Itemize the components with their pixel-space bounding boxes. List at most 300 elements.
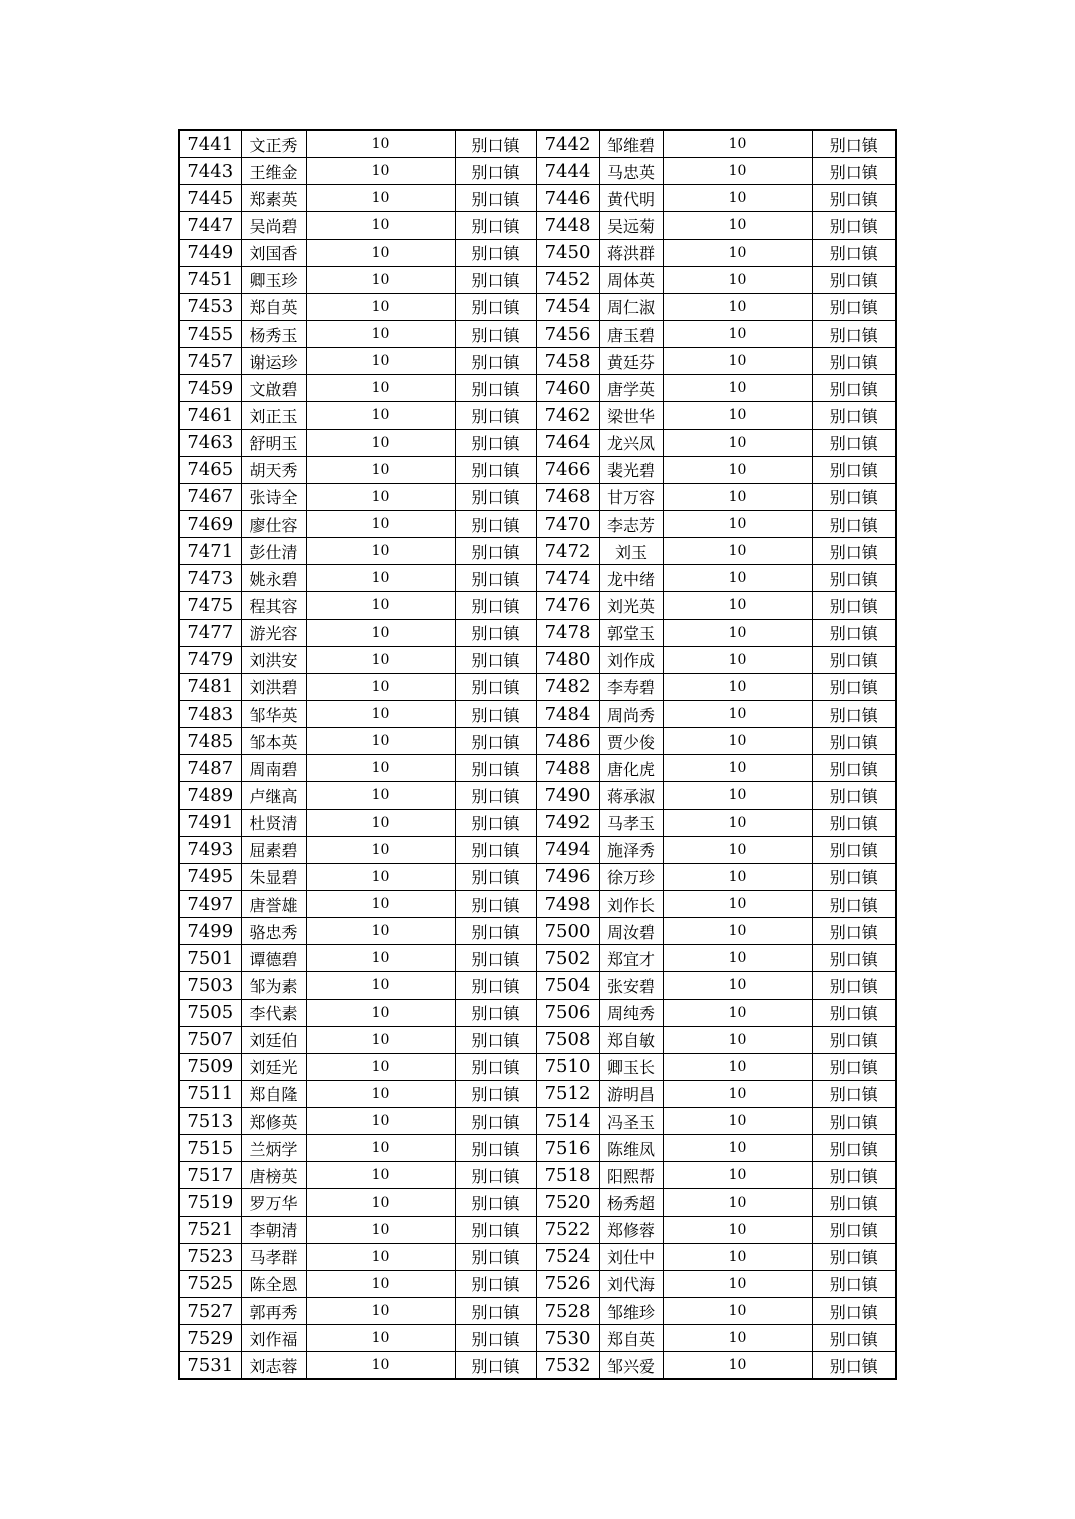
left-record-id-cell: 7447 [179, 212, 241, 239]
left-record-id-cell: 7457 [179, 348, 241, 375]
table-row [179, 375, 896, 402]
left-amount-cell: 10 [306, 185, 455, 212]
right-person-name-cell: 李志芳 [599, 510, 663, 537]
left-person-name-cell: 李朝清 [241, 1216, 306, 1243]
left-town-cell: 别口镇 [455, 130, 536, 158]
right-amount-cell: 10 [663, 185, 812, 212]
left-amount-cell: 10 [306, 266, 455, 293]
left-town-cell: 别口镇 [455, 456, 536, 483]
right-town-cell: 别口镇 [812, 456, 896, 483]
left-person-name-cell: 唐榜英 [241, 1162, 306, 1189]
left-amount-cell: 10 [306, 565, 455, 592]
right-record-id-cell: 7532 [536, 1352, 599, 1380]
left-amount-cell: 10 [306, 890, 455, 917]
table-row [179, 239, 896, 266]
right-amount-cell: 10 [663, 1162, 812, 1189]
left-person-name-cell: 周南碧 [241, 755, 306, 782]
right-amount-cell: 10 [663, 130, 812, 158]
left-record-id-cell: 7523 [179, 1243, 241, 1270]
left-record-id-cell: 7517 [179, 1162, 241, 1189]
left-town-cell: 别口镇 [455, 646, 536, 673]
right-person-name-cell: 李寿碧 [599, 673, 663, 700]
right-amount-cell: 10 [663, 918, 812, 945]
left-amount-cell: 10 [306, 646, 455, 673]
left-amount-cell: 10 [306, 1108, 455, 1135]
table-row [179, 1216, 896, 1243]
left-person-name-cell: 文啟碧 [241, 375, 306, 402]
right-person-name-cell: 刘作长 [599, 890, 663, 917]
right-town-cell: 别口镇 [812, 945, 896, 972]
left-record-id-cell: 7449 [179, 239, 241, 266]
left-person-name-cell: 刘廷伯 [241, 1026, 306, 1053]
table-row [179, 945, 896, 972]
table-row [179, 700, 896, 727]
left-town-cell: 别口镇 [455, 348, 536, 375]
left-person-name-cell: 朱显碧 [241, 863, 306, 890]
right-record-id-cell: 7450 [536, 239, 599, 266]
left-amount-cell: 10 [306, 158, 455, 185]
right-record-id-cell: 7520 [536, 1189, 599, 1216]
right-record-id-cell: 7480 [536, 646, 599, 673]
left-amount-cell: 10 [306, 320, 455, 347]
left-record-id-cell: 7455 [179, 320, 241, 347]
left-amount-cell: 10 [306, 429, 455, 456]
right-town-cell: 别口镇 [812, 592, 896, 619]
right-amount-cell: 10 [663, 483, 812, 510]
right-amount-cell: 10 [663, 1325, 812, 1352]
right-person-name-cell: 刘作成 [599, 646, 663, 673]
right-person-name-cell: 唐玉碧 [599, 320, 663, 347]
left-town-cell: 别口镇 [455, 320, 536, 347]
right-town-cell: 别口镇 [812, 972, 896, 999]
left-town-cell: 别口镇 [455, 1325, 536, 1352]
right-town-cell: 别口镇 [812, 1162, 896, 1189]
left-amount-cell: 10 [306, 348, 455, 375]
left-amount-cell: 10 [306, 972, 455, 999]
right-person-name-cell: 郭堂玉 [599, 619, 663, 646]
left-person-name-cell: 游光容 [241, 619, 306, 646]
right-record-id-cell: 7530 [536, 1325, 599, 1352]
right-record-id-cell: 7456 [536, 320, 599, 347]
left-person-name-cell: 屈素碧 [241, 836, 306, 863]
left-person-name-cell: 舒明玉 [241, 429, 306, 456]
left-record-id-cell: 7471 [179, 538, 241, 565]
right-amount-cell: 10 [663, 755, 812, 782]
right-record-id-cell: 7498 [536, 890, 599, 917]
left-person-name-cell: 刘国香 [241, 239, 306, 266]
right-amount-cell: 10 [663, 266, 812, 293]
right-record-id-cell: 7526 [536, 1270, 599, 1297]
roster-table [178, 129, 897, 1380]
right-amount-cell: 10 [663, 673, 812, 700]
left-person-name-cell: 邹为素 [241, 972, 306, 999]
right-amount-cell: 10 [663, 592, 812, 619]
left-person-name-cell: 邹华英 [241, 700, 306, 727]
table-row [179, 890, 896, 917]
right-person-name-cell: 吴远菊 [599, 212, 663, 239]
right-record-id-cell: 7448 [536, 212, 599, 239]
left-person-name-cell: 卿玉珍 [241, 266, 306, 293]
right-person-name-cell: 阳熙帮 [599, 1162, 663, 1189]
left-record-id-cell: 7501 [179, 945, 241, 972]
right-amount-cell: 10 [663, 1053, 812, 1080]
right-town-cell: 别口镇 [812, 1270, 896, 1297]
right-amount-cell: 10 [663, 565, 812, 592]
right-amount-cell: 10 [663, 863, 812, 890]
left-record-id-cell: 7461 [179, 402, 241, 429]
right-person-name-cell: 郑自英 [599, 1325, 663, 1352]
table-row [179, 1298, 896, 1325]
right-amount-cell: 10 [663, 700, 812, 727]
right-person-name-cell: 刘光英 [599, 592, 663, 619]
left-amount-cell: 10 [306, 456, 455, 483]
table-row [179, 592, 896, 619]
right-person-name-cell: 周体英 [599, 266, 663, 293]
left-town-cell: 别口镇 [455, 918, 536, 945]
left-town-cell: 别口镇 [455, 185, 536, 212]
left-person-name-cell: 程其容 [241, 592, 306, 619]
right-person-name-cell: 张安碧 [599, 972, 663, 999]
left-town-cell: 别口镇 [455, 1108, 536, 1135]
right-amount-cell: 10 [663, 1189, 812, 1216]
left-town-cell: 别口镇 [455, 1080, 536, 1107]
left-amount-cell: 10 [306, 999, 455, 1026]
left-town-cell: 别口镇 [455, 673, 536, 700]
left-record-id-cell: 7513 [179, 1108, 241, 1135]
left-town-cell: 别口镇 [455, 429, 536, 456]
left-record-id-cell: 7497 [179, 890, 241, 917]
right-amount-cell: 10 [663, 239, 812, 266]
right-amount-cell: 10 [663, 1216, 812, 1243]
left-amount-cell: 10 [306, 1162, 455, 1189]
left-record-id-cell: 7475 [179, 592, 241, 619]
right-person-name-cell: 贾少俊 [599, 728, 663, 755]
table-row [179, 130, 896, 158]
right-amount-cell: 10 [663, 1026, 812, 1053]
left-town-cell: 别口镇 [455, 1135, 536, 1162]
left-person-name-cell: 吴尚碧 [241, 212, 306, 239]
left-record-id-cell: 7477 [179, 619, 241, 646]
right-person-name-cell: 徐万珍 [599, 863, 663, 890]
table-row [179, 972, 896, 999]
left-amount-cell: 10 [306, 1135, 455, 1162]
table-row [179, 429, 896, 456]
left-amount-cell: 10 [306, 863, 455, 890]
left-person-name-cell: 罗万华 [241, 1189, 306, 1216]
left-record-id-cell: 7525 [179, 1270, 241, 1297]
right-record-id-cell: 7516 [536, 1135, 599, 1162]
right-amount-cell: 10 [663, 1135, 812, 1162]
left-person-name-cell: 郑自英 [241, 293, 306, 320]
right-record-id-cell: 7518 [536, 1162, 599, 1189]
right-amount-cell: 10 [663, 728, 812, 755]
right-town-cell: 别口镇 [812, 348, 896, 375]
left-record-id-cell: 7507 [179, 1026, 241, 1053]
right-record-id-cell: 7500 [536, 918, 599, 945]
left-town-cell: 别口镇 [455, 1270, 536, 1297]
table-row [179, 755, 896, 782]
right-amount-cell: 10 [663, 402, 812, 429]
right-amount-cell: 10 [663, 836, 812, 863]
right-person-name-cell: 冯圣玉 [599, 1108, 663, 1135]
left-record-id-cell: 7529 [179, 1325, 241, 1352]
left-town-cell: 别口镇 [455, 1026, 536, 1053]
right-town-cell: 别口镇 [812, 700, 896, 727]
right-town-cell: 别口镇 [812, 510, 896, 537]
left-person-name-cell: 马孝群 [241, 1243, 306, 1270]
right-amount-cell: 10 [663, 1298, 812, 1325]
left-amount-cell: 10 [306, 538, 455, 565]
left-record-id-cell: 7467 [179, 483, 241, 510]
left-record-id-cell: 7503 [179, 972, 241, 999]
left-person-name-cell: 姚永碧 [241, 565, 306, 592]
table-row [179, 212, 896, 239]
right-record-id-cell: 7446 [536, 185, 599, 212]
right-town-cell: 别口镇 [812, 1243, 896, 1270]
table-row [179, 1325, 896, 1352]
right-record-id-cell: 7470 [536, 510, 599, 537]
left-record-id-cell: 7465 [179, 456, 241, 483]
right-record-id-cell: 7514 [536, 1108, 599, 1135]
table-row [179, 646, 896, 673]
right-person-name-cell: 刘仕中 [599, 1243, 663, 1270]
left-town-cell: 别口镇 [455, 293, 536, 320]
right-amount-cell: 10 [663, 1108, 812, 1135]
table-row [179, 320, 896, 347]
right-person-name-cell: 蒋洪群 [599, 239, 663, 266]
right-amount-cell: 10 [663, 456, 812, 483]
right-amount-cell: 10 [663, 809, 812, 836]
right-amount-cell: 10 [663, 1243, 812, 1270]
right-record-id-cell: 7468 [536, 483, 599, 510]
right-amount-cell: 10 [663, 348, 812, 375]
right-person-name-cell: 周汝碧 [599, 918, 663, 945]
right-town-cell: 别口镇 [812, 130, 896, 158]
left-town-cell: 别口镇 [455, 945, 536, 972]
right-town-cell: 别口镇 [812, 1325, 896, 1352]
right-person-name-cell: 周仁淑 [599, 293, 663, 320]
left-town-cell: 别口镇 [455, 728, 536, 755]
right-town-cell: 别口镇 [812, 673, 896, 700]
left-record-id-cell: 7445 [179, 185, 241, 212]
left-person-name-cell: 郭再秀 [241, 1298, 306, 1325]
left-town-cell: 别口镇 [455, 158, 536, 185]
right-person-name-cell: 唐学英 [599, 375, 663, 402]
table-row [179, 510, 896, 537]
right-amount-cell: 10 [663, 158, 812, 185]
right-amount-cell: 10 [663, 1270, 812, 1297]
right-amount-cell: 10 [663, 293, 812, 320]
left-person-name-cell: 刘廷光 [241, 1053, 306, 1080]
right-person-name-cell: 甘万容 [599, 483, 663, 510]
right-record-id-cell: 7504 [536, 972, 599, 999]
right-person-name-cell: 陈维凤 [599, 1135, 663, 1162]
right-record-id-cell: 7484 [536, 700, 599, 727]
right-person-name-cell: 黄廷芬 [599, 348, 663, 375]
left-town-cell: 别口镇 [455, 239, 536, 266]
left-amount-cell: 10 [306, 1026, 455, 1053]
table-row [179, 483, 896, 510]
left-record-id-cell: 7509 [179, 1053, 241, 1080]
left-record-id-cell: 7515 [179, 1135, 241, 1162]
left-amount-cell: 10 [306, 1243, 455, 1270]
table-row [179, 266, 896, 293]
left-record-id-cell: 7485 [179, 728, 241, 755]
left-person-name-cell: 李代素 [241, 999, 306, 1026]
left-amount-cell: 10 [306, 402, 455, 429]
left-amount-cell: 10 [306, 700, 455, 727]
right-person-name-cell: 周纯秀 [599, 999, 663, 1026]
left-town-cell: 别口镇 [455, 592, 536, 619]
right-record-id-cell: 7494 [536, 836, 599, 863]
left-amount-cell: 10 [306, 239, 455, 266]
left-amount-cell: 10 [306, 130, 455, 158]
table-row [179, 1352, 896, 1380]
right-person-name-cell: 刘玉 [599, 538, 663, 565]
right-record-id-cell: 7482 [536, 673, 599, 700]
right-person-name-cell: 卿玉长 [599, 1053, 663, 1080]
left-town-cell: 别口镇 [455, 836, 536, 863]
left-record-id-cell: 7495 [179, 863, 241, 890]
right-town-cell: 别口镇 [812, 1080, 896, 1107]
left-town-cell: 别口镇 [455, 1298, 536, 1325]
left-town-cell: 别口镇 [455, 782, 536, 809]
right-town-cell: 别口镇 [812, 1298, 896, 1325]
left-record-id-cell: 7521 [179, 1216, 241, 1243]
right-town-cell: 别口镇 [812, 836, 896, 863]
left-record-id-cell: 7491 [179, 809, 241, 836]
right-town-cell: 别口镇 [812, 1053, 896, 1080]
table-row [179, 1026, 896, 1053]
left-person-name-cell: 谭德碧 [241, 945, 306, 972]
right-amount-cell: 10 [663, 1080, 812, 1107]
left-record-id-cell: 7519 [179, 1189, 241, 1216]
left-town-cell: 别口镇 [455, 755, 536, 782]
right-amount-cell: 10 [663, 646, 812, 673]
left-person-name-cell: 刘作福 [241, 1325, 306, 1352]
left-amount-cell: 10 [306, 1189, 455, 1216]
right-person-name-cell: 蒋承淑 [599, 782, 663, 809]
right-person-name-cell: 邹维珍 [599, 1298, 663, 1325]
right-town-cell: 别口镇 [812, 185, 896, 212]
right-town-cell: 别口镇 [812, 1189, 896, 1216]
table-row [179, 1243, 896, 1270]
table-row [179, 999, 896, 1026]
table-row [179, 863, 896, 890]
right-record-id-cell: 7476 [536, 592, 599, 619]
right-town-cell: 别口镇 [812, 890, 896, 917]
left-amount-cell: 10 [306, 592, 455, 619]
right-record-id-cell: 7444 [536, 158, 599, 185]
left-person-name-cell: 骆忠秀 [241, 918, 306, 945]
left-town-cell: 别口镇 [455, 619, 536, 646]
left-amount-cell: 10 [306, 755, 455, 782]
right-record-id-cell: 7492 [536, 809, 599, 836]
right-record-id-cell: 7512 [536, 1080, 599, 1107]
right-town-cell: 别口镇 [812, 375, 896, 402]
right-record-id-cell: 7462 [536, 402, 599, 429]
left-town-cell: 别口镇 [455, 1216, 536, 1243]
right-town-cell: 别口镇 [812, 293, 896, 320]
right-person-name-cell: 龙中绪 [599, 565, 663, 592]
left-person-name-cell: 唐誉雄 [241, 890, 306, 917]
table-row [179, 1189, 896, 1216]
right-amount-cell: 10 [663, 212, 812, 239]
right-amount-cell: 10 [663, 375, 812, 402]
left-town-cell: 别口镇 [455, 863, 536, 890]
left-town-cell: 别口镇 [455, 565, 536, 592]
table-row [179, 1162, 896, 1189]
table-row [179, 673, 896, 700]
table-row [179, 918, 896, 945]
left-town-cell: 别口镇 [455, 1352, 536, 1380]
right-amount-cell: 10 [663, 510, 812, 537]
left-person-name-cell: 兰炳学 [241, 1135, 306, 1162]
left-person-name-cell: 张诗全 [241, 483, 306, 510]
left-record-id-cell: 7453 [179, 293, 241, 320]
right-town-cell: 别口镇 [812, 320, 896, 347]
table-row [179, 293, 896, 320]
left-amount-cell: 10 [306, 375, 455, 402]
left-town-cell: 别口镇 [455, 972, 536, 999]
left-town-cell: 别口镇 [455, 538, 536, 565]
right-person-name-cell: 郑自敏 [599, 1026, 663, 1053]
right-person-name-cell: 马忠英 [599, 158, 663, 185]
left-record-id-cell: 7499 [179, 918, 241, 945]
left-record-id-cell: 7473 [179, 565, 241, 592]
right-record-id-cell: 7478 [536, 619, 599, 646]
right-record-id-cell: 7472 [536, 538, 599, 565]
right-record-id-cell: 7466 [536, 456, 599, 483]
table-row [179, 402, 896, 429]
table-row [179, 809, 896, 836]
right-record-id-cell: 7490 [536, 782, 599, 809]
left-amount-cell: 10 [306, 1080, 455, 1107]
left-person-name-cell: 彭仕清 [241, 538, 306, 565]
left-person-name-cell: 郑自隆 [241, 1080, 306, 1107]
right-record-id-cell: 7442 [536, 130, 599, 158]
right-town-cell: 别口镇 [812, 646, 896, 673]
right-person-name-cell: 裴光碧 [599, 456, 663, 483]
left-person-name-cell: 文正秀 [241, 130, 306, 158]
left-amount-cell: 10 [306, 1216, 455, 1243]
right-amount-cell: 10 [663, 972, 812, 999]
right-record-id-cell: 7508 [536, 1026, 599, 1053]
left-amount-cell: 10 [306, 1053, 455, 1080]
right-record-id-cell: 7458 [536, 348, 599, 375]
left-amount-cell: 10 [306, 809, 455, 836]
left-person-name-cell: 郑修英 [241, 1108, 306, 1135]
table-row [179, 1108, 896, 1135]
right-record-id-cell: 7488 [536, 755, 599, 782]
table-row [179, 782, 896, 809]
left-amount-cell: 10 [306, 918, 455, 945]
right-record-id-cell: 7510 [536, 1053, 599, 1080]
table-row [179, 1053, 896, 1080]
left-person-name-cell: 刘洪碧 [241, 673, 306, 700]
left-town-cell: 别口镇 [455, 266, 536, 293]
table-row [179, 1080, 896, 1107]
right-person-name-cell: 刘代海 [599, 1270, 663, 1297]
right-record-id-cell: 7460 [536, 375, 599, 402]
left-town-cell: 别口镇 [455, 212, 536, 239]
left-record-id-cell: 7487 [179, 755, 241, 782]
right-amount-cell: 10 [663, 619, 812, 646]
left-amount-cell: 10 [306, 510, 455, 537]
right-town-cell: 别口镇 [812, 538, 896, 565]
right-person-name-cell: 龙兴凤 [599, 429, 663, 456]
right-amount-cell: 10 [663, 999, 812, 1026]
